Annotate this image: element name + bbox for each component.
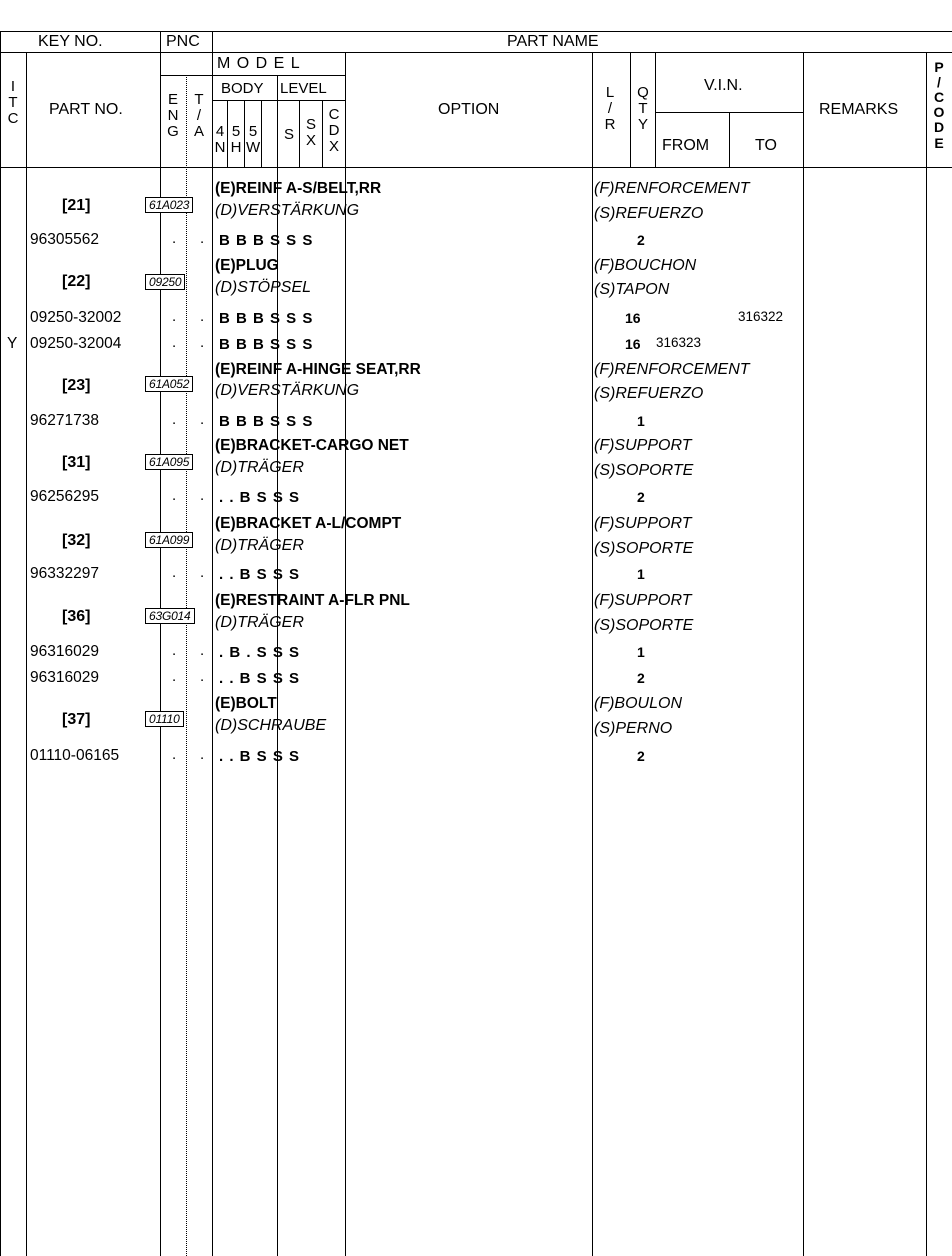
ta-value: . [200,564,205,581]
name-spanish: (S)PERNO [594,720,673,737]
rule-pno [160,31,161,1256]
name-french: (F)SUPPORT [594,592,692,609]
pnc-code: 61A052 [145,376,193,392]
key-no: [23] [62,377,91,394]
header-key-no: KEY NO. [38,33,103,50]
key-no: [22] [62,273,91,290]
ta-value: . [200,411,205,428]
part-no: 96316029 [30,643,99,660]
key-no: [31] [62,454,91,471]
name-english: (E)REINF A-HINGE SEAT,RR [215,361,421,378]
key-no: [37] [62,711,91,728]
rule-pcode [926,52,927,1256]
rule-body-level [212,100,345,101]
model-codes: B B B S S S [219,413,313,430]
name-spanish: (S)SOPORTE [594,462,694,479]
model-codes: B B B S S S [219,336,313,353]
rule-level-1 [299,100,300,167]
qty-value: 2 [637,670,645,686]
itc-value: Y [7,335,18,352]
rule-option [345,52,346,1256]
qty-value: 2 [637,232,645,248]
rule-body-1 [227,100,228,167]
eng-value: . [172,564,177,581]
rule-itc [26,52,27,1256]
rule-header-bottom [0,167,952,168]
header-eng: E N G [167,91,179,140]
header-level-s: S [283,126,294,143]
eng-value: . [172,668,177,685]
model-codes: . . B S S S [219,489,300,506]
name-german: (D)TRÄGER [215,537,304,554]
eng-value: . [172,230,177,247]
eng-value: . [172,642,177,659]
rule-header-1 [0,52,952,53]
eng-value: . [172,746,177,763]
header-itc: I T C [7,78,19,127]
model-codes: . . B S S S [219,670,300,687]
header-body: BODY [221,80,264,97]
eng-value: . [172,487,177,504]
pnc-code: 61A095 [145,454,193,470]
header-qty: Q T Y [637,84,649,133]
rule-qty [630,52,631,167]
pnc-code: 61A099 [145,532,193,548]
rule-top [0,31,952,32]
eng-value: . [172,411,177,428]
rule-left [0,31,1,1256]
header-vin-from: FROM [662,137,710,154]
name-english: (E)RESTRAINT A-FLR PNL [215,592,410,609]
name-french: (F)RENFORCEMENT [594,361,750,378]
part-no: 09250-32002 [30,309,122,326]
name-german: (D)VERSTÄRKUNG [215,202,360,219]
rule-body-3 [261,100,262,167]
qty-value: 1 [637,566,645,582]
ta-value: . [200,487,205,504]
header-level-sx: S X [305,116,316,149]
part-no: 96316029 [30,669,99,686]
rule-eng [186,75,187,1256]
name-english: (E)BRACKET-CARGO NET [215,437,409,454]
eng-value: . [172,308,177,325]
header-body-4n: 4 N [214,123,226,156]
header-vin-to: TO [755,137,777,154]
name-english: (E)REINF A-S/BELT,RR [215,180,382,197]
qty-value: 1 [637,644,645,660]
ta-value: . [200,746,205,763]
name-german: (D)TRÄGER [215,459,304,476]
key-no: [21] [62,197,91,214]
rule-vin-mid [729,112,730,167]
part-no: 01110-06165 [30,747,120,764]
qty-value: 2 [637,489,645,505]
header-pcode: P / C O D E [933,59,945,151]
model-codes: . . B S S S [219,748,300,765]
name-spanish: (S)SOPORTE [594,617,694,634]
qty-value: 1 [637,413,645,429]
rule-body-2 [244,100,245,167]
header-body-5w: 5 W [246,123,261,156]
name-german: (D)VERSTÄRKUNG [215,382,360,399]
name-spanish: (S)TAPON [594,281,670,298]
header-part-no: PART NO. [49,101,123,118]
rule-model-body [160,75,345,76]
ta-value: . [200,308,205,325]
header-remarks: REMARKS [819,101,899,118]
part-no: 96305562 [30,231,99,248]
ta-value: . [200,334,205,351]
pnc-code: 01110 [145,711,184,727]
name-french: (F)SUPPORT [594,515,692,532]
eng-value: . [172,334,177,351]
pnc-code: 63G014 [145,608,195,624]
vin-from: 316323 [656,335,702,350]
model-codes: B B B S S S [219,232,313,249]
rule-pnc [212,31,213,1256]
header-vin: V.I.N. [704,77,743,94]
part-no: 09250-32004 [30,335,122,352]
header-option: OPTION [438,101,500,118]
header-part-name: PART NAME [507,33,599,50]
part-no: 96271738 [30,412,99,429]
pnc-code: 09250 [145,274,185,290]
name-spanish: (S)REFUERZO [594,205,704,222]
model-codes: . B . S S S [219,644,300,661]
name-spanish: (S)SOPORTE [594,540,694,557]
vin-to: 316322 [738,309,784,324]
qty-value: 2 [637,748,645,764]
header-pnc: PNC [166,33,200,50]
header-level-cdx: C D X [328,106,340,155]
qty-value: 16 [625,336,641,352]
name-english: (E)BRACKET A-L/COMPT [215,515,402,532]
rule-lr [592,52,593,1256]
key-no: [36] [62,608,91,625]
pnc-code: 61A023 [145,197,193,213]
rule-level-2 [322,100,323,167]
name-german: (D)SCHRAUBE [215,717,327,734]
header-lr: L / R [604,84,616,133]
rule-remarks [803,52,804,1256]
rule-vin-left [655,52,656,167]
name-german: (D)STÖPSEL [215,279,312,296]
ta-value: . [200,668,205,685]
header-body-5h: 5 H [230,123,242,156]
ta-value: . [200,642,205,659]
name-french: (F)RENFORCEMENT [594,180,750,197]
qty-value: 16 [625,310,641,326]
rule-body-level-div [277,75,278,1256]
name-english: (E)PLUG [215,257,279,274]
name-german: (D)TRÄGER [215,614,304,631]
header-ta: T / A [193,91,204,140]
header-model: M O D E L [217,55,301,72]
part-no: 96332297 [30,565,99,582]
name-french: (F)BOUCHON [594,257,697,274]
part-no: 96256295 [30,488,99,505]
header-level: LEVEL [280,80,327,97]
name-french: (F)BOULON [594,695,682,712]
model-codes: . . B S S S [219,566,300,583]
ta-value: . [200,230,205,247]
model-codes: B B B S S S [219,310,313,327]
name-english: (E)BOLT [215,695,277,712]
name-spanish: (S)REFUERZO [594,385,704,402]
name-french: (F)SUPPORT [594,437,692,454]
key-no: [32] [62,532,91,549]
